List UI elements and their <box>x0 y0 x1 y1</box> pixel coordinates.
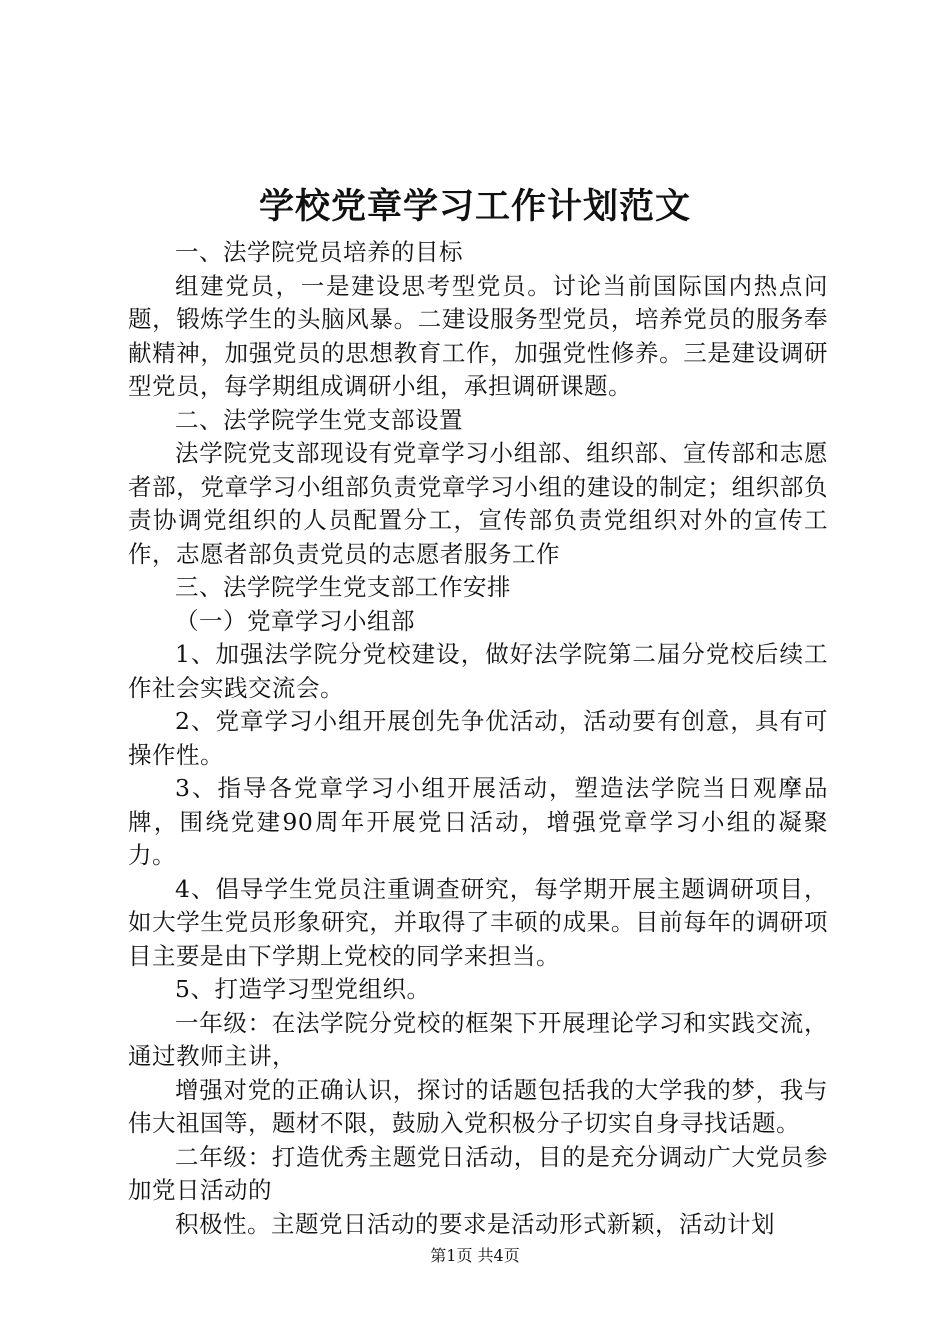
paragraph: 积极性。主题党日活动的要求是活动形式新颖，活动计划 <box>175 1209 775 1238</box>
list-item: 4、倡导学生党员注重调查研究，每学期开展主题调研项目，如大学生党员形象研究，并取得了丰硕的成果。目前每年的调研项目主要是由下学期上党校的同学来担当。 <box>128 874 828 970</box>
paragraph: 增强对党的正确认识，探讨的话题包括我的大学我的梦，我与伟大祖国等，题材不限，鼓励入党积极分子切实自身寻找话题。 <box>128 1075 828 1137</box>
paragraph: 法学院党支部现设有党章学习小组部、组织部、宣传部和志愿者部，党章学习小组部负责党章学习小组的建设的制定；组织部负责协调党组织的人员配置分工，宣传部负责党组织对外的宣传工作，志愿者部负责党员的志愿者服务工作 <box>128 439 828 568</box>
paragraph: 二年级：打造优秀主题党日活动，目的是充分调动广大党员参加党日活动的 <box>128 1142 828 1204</box>
section-heading-3: 三、法学院学生党支部工作安排 <box>175 573 511 601</box>
list-item: 2、党章学习小组开展创先争优活动，活动要有创意，具有可操作性。 <box>128 707 828 769</box>
section-heading-2: 二、法学院学生党支部设置 <box>175 405 463 434</box>
document-title: 学校党章学习工作计划范文 <box>258 186 691 227</box>
paragraph: 一年级：在法学院分党校的框架下开展理论学习和实践交流，通过教师主讲， <box>128 1008 828 1070</box>
list-item: 3、指导各党章学习小组开展活动，塑造法学院当日观摩品牌，围绕党建90周年开展党日活动，增强党章学习小组的凝聚力。 <box>128 774 828 869</box>
document-body <box>128 236 828 1241</box>
list-item: 5、打造学习型党组织。 <box>175 975 431 1003</box>
subsection-heading: （一）党章学习小组部 <box>175 606 415 635</box>
list-item: 1、加强法学院分党校建设，做好法学院第二届分党校后续工作社会实践交流会。 <box>128 640 828 702</box>
section-heading-1: 一、法学院党员培养的目标 <box>175 238 463 266</box>
paragraph: 组建党员，一是建设思考型党员。讨论当前国际国内热点问题，锻炼学生的头脑风暴。二建设服务型党员，培养党员的服务奉献精神，加强党员的思想教育工作，加强党性修养。三是建设调研型党员，每学期组成调研小组，承担调研课题。 <box>128 271 828 400</box>
page-footer: 第1页 共4页 <box>430 1246 520 1265</box>
